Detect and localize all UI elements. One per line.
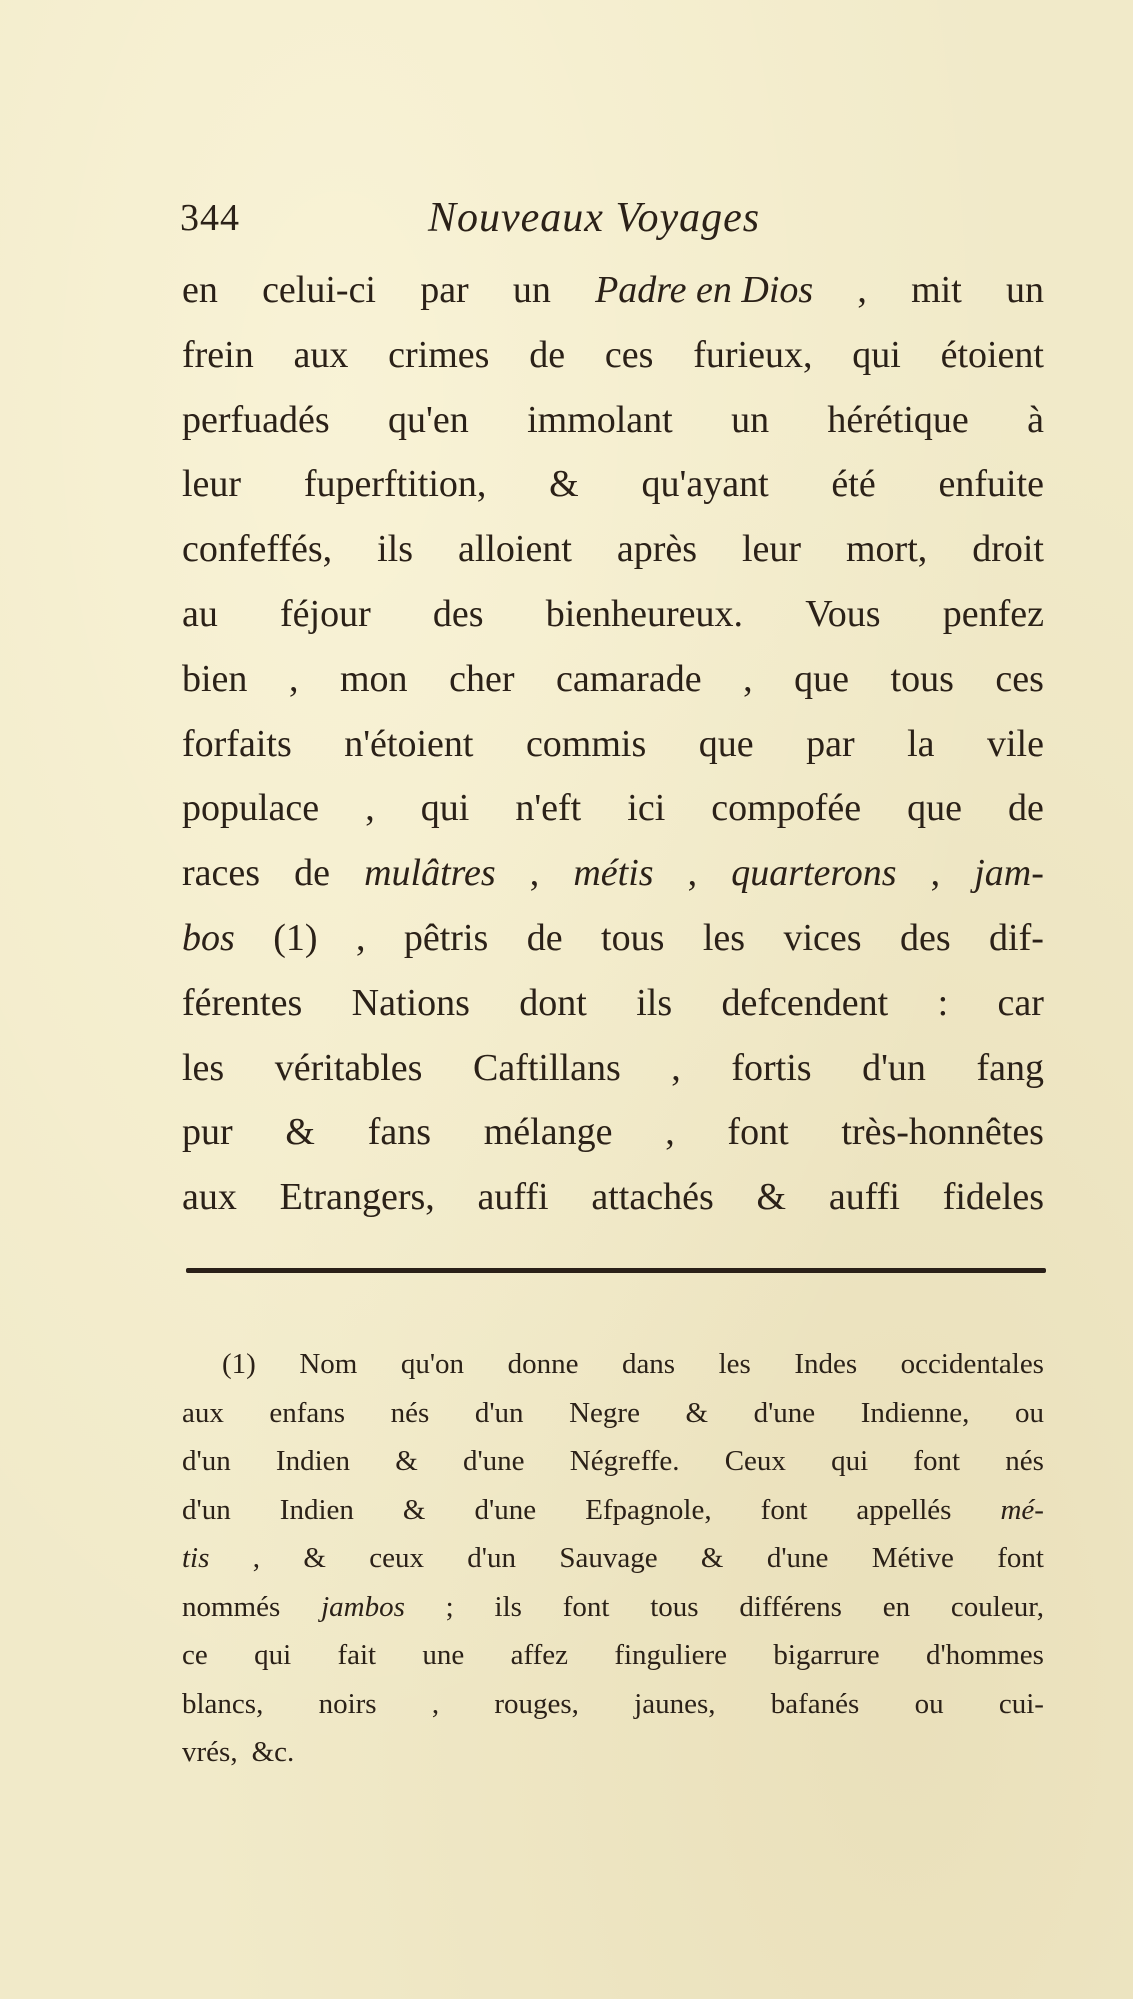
word: , <box>930 852 941 895</box>
word: les <box>718 1348 751 1380</box>
text-line <box>182 517 1044 582</box>
word: un <box>731 398 770 441</box>
text-line <box>182 906 1044 971</box>
footnote-line <box>182 1486 1044 1535</box>
word: vices <box>783 916 862 959</box>
word: tous <box>890 657 954 700</box>
word: mort, <box>846 528 928 571</box>
word: aux <box>293 333 349 376</box>
word: que <box>698 722 754 765</box>
word: droit <box>972 528 1044 571</box>
footnote-line <box>182 1583 1044 1632</box>
word: Indes <box>794 1348 858 1380</box>
word: après <box>616 528 698 571</box>
text-line <box>182 971 1044 1036</box>
word: , <box>355 916 366 959</box>
word: pêtris <box>403 916 489 959</box>
word: font <box>913 1445 961 1477</box>
word: car <box>997 981 1044 1024</box>
word: ce <box>182 1639 208 1671</box>
word: de <box>1008 787 1044 830</box>
word: races <box>182 852 261 895</box>
word: noirs <box>318 1687 377 1720</box>
word: que <box>907 787 963 830</box>
word: étoient <box>940 333 1044 376</box>
word: différens <box>739 1590 842 1623</box>
word: fans <box>367 1111 431 1154</box>
footnote-line <box>182 1389 1044 1438</box>
word: font <box>562 1590 610 1623</box>
word: fortis <box>731 1046 812 1089</box>
word: d'une <box>474 1493 537 1526</box>
word: d'un <box>862 1046 926 1089</box>
word: férentes <box>182 981 303 1024</box>
word: qui <box>254 1639 292 1671</box>
word: cher <box>449 657 515 700</box>
word: à <box>1027 398 1044 441</box>
word: compofée <box>711 787 862 830</box>
word: blancs, <box>182 1687 264 1720</box>
word: d'une <box>462 1445 525 1477</box>
word: qui <box>420 787 470 830</box>
word: couleur, <box>950 1590 1044 1623</box>
word: un <box>512 269 551 311</box>
word: , <box>857 269 867 311</box>
word: Indien <box>279 1493 354 1526</box>
word: ils <box>636 981 673 1024</box>
word: ou <box>914 1687 944 1720</box>
word: tous <box>650 1590 699 1623</box>
word: furieux, <box>693 333 813 376</box>
word: de <box>294 852 330 895</box>
word: Ceux <box>724 1445 786 1477</box>
word: appellés <box>856 1493 952 1526</box>
word: tis <box>182 1542 210 1574</box>
word: n'étoient <box>344 722 474 765</box>
word: de <box>529 333 566 376</box>
word: celui-ci <box>262 269 376 311</box>
word: Etrangers, <box>279 1176 435 1219</box>
word: enfuite <box>938 463 1044 506</box>
word: mit <box>911 269 962 311</box>
word: Vous <box>805 592 881 635</box>
word: nommés <box>182 1590 281 1623</box>
word: perfuadés <box>182 398 330 441</box>
word: , <box>665 1111 675 1154</box>
word: vrés, <box>182 1736 238 1768</box>
word: bigarrure <box>773 1639 880 1671</box>
word: (1) <box>222 1348 256 1380</box>
word: les <box>182 1046 225 1089</box>
word: très-honnêtes <box>841 1111 1044 1154</box>
page-header <box>180 196 1040 256</box>
word: , <box>743 657 753 700</box>
word: ; <box>445 1590 454 1623</box>
footnote-line <box>182 1631 1044 1680</box>
word: de <box>526 916 563 959</box>
word: Métive <box>871 1542 954 1574</box>
word: mon <box>340 657 408 700</box>
word: & <box>685 1396 709 1429</box>
word: en <box>182 269 218 311</box>
word: Negre <box>569 1396 640 1429</box>
word: ils <box>494 1590 522 1623</box>
footnote-line <box>182 1437 1044 1486</box>
word: qui <box>831 1445 869 1477</box>
word: leur <box>182 463 242 506</box>
word: dif- <box>989 916 1044 959</box>
word: fait <box>337 1639 377 1671</box>
text-line <box>182 712 1044 777</box>
word: dont <box>519 981 587 1024</box>
word: & <box>756 1176 787 1219</box>
word: en <box>882 1590 911 1623</box>
word: des <box>899 916 951 959</box>
word: Indienne, <box>860 1396 970 1429</box>
text-line <box>182 776 1044 841</box>
word: jam- <box>974 852 1044 895</box>
word: & <box>549 463 579 506</box>
word: : <box>937 981 949 1024</box>
word: & <box>402 1493 426 1526</box>
text-line <box>182 388 1044 453</box>
footnote-divider <box>186 1268 1046 1273</box>
word: métis <box>573 852 654 895</box>
word: qui <box>852 333 901 376</box>
word: ici <box>627 787 666 830</box>
word: defcendent <box>721 981 889 1024</box>
word: nés <box>1005 1445 1044 1477</box>
word: pur <box>182 1111 233 1154</box>
footnote-block <box>182 1340 1044 1777</box>
word: aux <box>182 1176 237 1219</box>
word: ces <box>604 333 654 376</box>
word: bafanés <box>770 1687 860 1720</box>
word: bien <box>182 657 248 700</box>
word: & <box>285 1111 315 1154</box>
text-line <box>182 323 1044 388</box>
word: , <box>687 852 698 895</box>
word: , <box>431 1687 440 1720</box>
text-line <box>182 1165 1044 1230</box>
word: fuperftition, <box>303 463 487 506</box>
word: immolant <box>527 398 673 441</box>
word: ou <box>1014 1396 1044 1429</box>
word: bos <box>182 916 235 959</box>
word: jambos <box>321 1590 405 1623</box>
word: n'eft <box>515 787 582 830</box>
word: un <box>1005 269 1044 311</box>
footnote-line <box>182 1680 1044 1729</box>
word: occidentales <box>900 1348 1044 1380</box>
word: donne <box>507 1348 579 1380</box>
word: attachés <box>591 1176 714 1219</box>
word: été <box>831 463 876 506</box>
word: mé- <box>1000 1493 1044 1526</box>
word: nés <box>390 1396 430 1429</box>
footnote-line <box>182 1340 1044 1389</box>
text-line <box>182 452 1044 517</box>
word: Sauvage <box>559 1542 658 1574</box>
word: tous <box>601 916 665 959</box>
word: populace <box>182 787 320 830</box>
text-line <box>182 647 1044 712</box>
word: dans <box>621 1348 676 1380</box>
footnote-line <box>182 1534 1044 1583</box>
word: & <box>700 1542 724 1574</box>
word: rouges, <box>494 1687 579 1720</box>
text-line <box>182 582 1044 647</box>
word: auffi <box>828 1176 900 1219</box>
word: fang <box>976 1046 1044 1089</box>
word: , <box>252 1542 260 1574</box>
running-title: Nouveaux Voyages <box>428 195 761 241</box>
word: Nom <box>299 1348 358 1380</box>
word: par <box>806 722 855 765</box>
text-line <box>182 1036 1044 1101</box>
word: jaunes, <box>634 1687 716 1720</box>
word: crimes <box>388 333 490 376</box>
word: fideles <box>942 1176 1044 1219</box>
word: hérétique <box>827 398 969 441</box>
word: au <box>182 592 218 635</box>
word: auffi <box>477 1176 549 1219</box>
word: les <box>702 916 746 959</box>
word: camarade <box>556 657 702 700</box>
word: d'un <box>182 1493 231 1526</box>
word: ces <box>995 657 1044 700</box>
word: forfaits <box>182 722 292 765</box>
word: vile <box>986 722 1044 765</box>
word: font <box>997 1542 1044 1574</box>
word: alloient <box>457 528 572 571</box>
word: Négreffe. <box>569 1445 680 1477</box>
word: aux <box>182 1396 224 1429</box>
word: d'un <box>474 1396 524 1429</box>
word: penfez <box>942 592 1044 635</box>
text-line <box>182 258 1044 323</box>
word: ceux <box>369 1542 424 1574</box>
word: font <box>760 1493 808 1526</box>
word: , <box>529 852 540 895</box>
text-line <box>182 1100 1044 1165</box>
word: d'une <box>753 1396 816 1429</box>
word: que <box>794 657 849 700</box>
word: véritables <box>274 1046 423 1089</box>
word: enfans <box>269 1396 346 1429</box>
word: font <box>727 1111 789 1154</box>
word: une <box>422 1639 465 1671</box>
word: Nations <box>351 981 470 1024</box>
page-number: 344 <box>180 197 240 239</box>
word: qu'on <box>400 1348 465 1380</box>
word: , <box>671 1046 681 1089</box>
word: d'un <box>182 1445 231 1477</box>
main-text-block <box>182 258 1044 1230</box>
word: & <box>395 1445 418 1477</box>
word: féjour <box>280 592 371 635</box>
word: , <box>288 657 299 700</box>
word: Indien <box>275 1445 351 1477</box>
word: , <box>365 787 375 830</box>
word: des <box>432 592 484 635</box>
word: Efpagnole, <box>585 1493 712 1526</box>
footnote-line <box>182 1728 1044 1777</box>
word: Padre en Dios <box>595 269 814 311</box>
word: mulâtres <box>364 852 496 895</box>
word: commis <box>525 722 647 765</box>
word: (1) <box>273 916 318 959</box>
word: la <box>907 722 935 765</box>
word: par <box>420 269 469 311</box>
word: mélange <box>483 1111 613 1154</box>
word: finguliere <box>614 1639 728 1671</box>
word: d'un <box>467 1542 517 1574</box>
word: bienheureux. <box>545 592 744 635</box>
word: & <box>303 1542 326 1574</box>
word: affez <box>510 1639 568 1671</box>
word: d'hommes <box>925 1639 1044 1671</box>
word: frein <box>182 333 254 376</box>
word: &c. <box>251 1736 295 1768</box>
word: quarterons <box>731 852 897 895</box>
word: ils <box>377 528 414 571</box>
word: cui- <box>998 1687 1044 1720</box>
word: qu'en <box>388 398 469 441</box>
word: confeffés, <box>182 528 333 571</box>
word: qu'ayant <box>641 463 769 506</box>
word: leur <box>741 528 802 571</box>
word: d'une <box>766 1542 829 1574</box>
word: Caftillans <box>473 1046 621 1089</box>
text-line <box>182 841 1044 906</box>
